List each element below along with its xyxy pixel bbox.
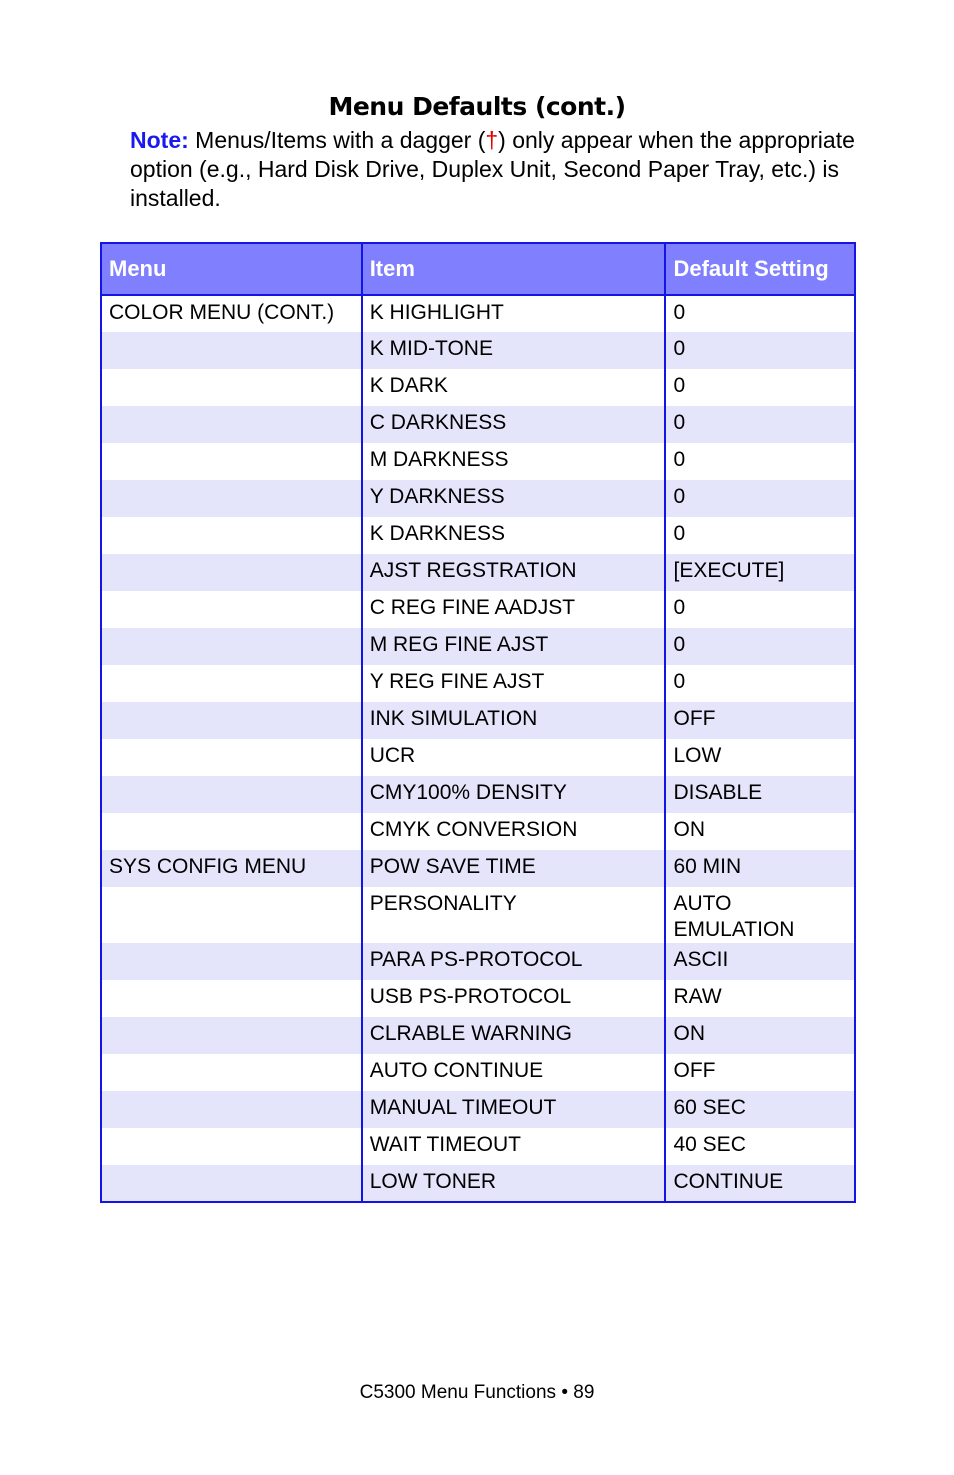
- table-row: [101, 739, 855, 776]
- table-row: [101, 480, 855, 517]
- menu-defaults-table: [100, 242, 856, 1203]
- default-setting-cell: 40 SEC: [665, 1128, 855, 1165]
- menu-cell: [101, 1165, 362, 1202]
- default-setting-cell: 0: [665, 665, 855, 702]
- table-row: [101, 1054, 855, 1091]
- menu-cell: [101, 980, 362, 1017]
- item-cell: K DARKNESS: [362, 517, 666, 554]
- default-setting-cell: 0: [665, 369, 855, 406]
- item-cell: C REG FINE AADJST: [362, 591, 666, 628]
- menu-cell: [101, 1054, 362, 1091]
- note-text-after: ) only appear when the appropriate option (e.g., Hard Disk Drive, Duplex Unit, Second Paper Tray, etc.) is installed.: [130, 127, 855, 211]
- default-setting-cell: 0: [665, 628, 855, 665]
- table-row: [101, 1128, 855, 1165]
- item-cell: CMY100% DENSITY: [362, 776, 666, 813]
- default-setting-cell: 0: [665, 480, 855, 517]
- table-row: [101, 295, 855, 332]
- menu-cell: COLOR MENU (CONT.): [101, 295, 362, 332]
- default-setting-cell: 0: [665, 591, 855, 628]
- default-setting-cell: 60 SEC: [665, 1091, 855, 1128]
- table-row: [101, 369, 855, 406]
- table-row: [101, 554, 855, 591]
- item-cell: M DARKNESS: [362, 443, 666, 480]
- table-row: [101, 517, 855, 554]
- table-row: [101, 665, 855, 702]
- item-cell: PERSONALITY: [362, 887, 666, 943]
- item-cell: C DARKNESS: [362, 406, 666, 443]
- item-cell: Y REG FINE AJST: [362, 665, 666, 702]
- item-cell: CMYK CONVERSION: [362, 813, 666, 850]
- item-cell: Y DARKNESS: [362, 480, 666, 517]
- default-setting-cell: OFF: [665, 1054, 855, 1091]
- menu-cell: [101, 702, 362, 739]
- item-cell: K MID-TONE: [362, 332, 666, 369]
- default-setting-cell: OFF: [665, 702, 855, 739]
- item-cell: AJST REGSTRATION: [362, 554, 666, 591]
- menu-cell: [101, 813, 362, 850]
- item-cell: M REG FINE AJST: [362, 628, 666, 665]
- item-cell: UCR: [362, 739, 666, 776]
- menu-cell: [101, 332, 362, 369]
- table-row: [101, 776, 855, 813]
- menu-cell: [101, 665, 362, 702]
- menu-cell: [101, 628, 362, 665]
- menu-cell: [101, 443, 362, 480]
- dagger-symbol: †: [485, 127, 499, 153]
- menu-cell: [101, 517, 362, 554]
- menu-cell: SYS CONFIG MENU: [101, 850, 362, 887]
- table-row: [101, 1017, 855, 1054]
- table-row: [101, 1165, 855, 1202]
- item-cell: LOW TONER: [362, 1165, 666, 1202]
- default-setting-cell: 0: [665, 332, 855, 369]
- default-setting-cell: ON: [665, 1017, 855, 1054]
- menu-cell: [101, 739, 362, 776]
- default-setting-cell: DISABLE: [665, 776, 855, 813]
- default-setting-cell: ON: [665, 813, 855, 850]
- default-setting-cell: CONTINUE: [665, 1165, 855, 1202]
- default-setting-cell: 60 MIN: [665, 850, 855, 887]
- table-row: [101, 628, 855, 665]
- menu-cell: [101, 887, 362, 943]
- header-item: Item: [362, 243, 666, 295]
- menu-cell: [101, 406, 362, 443]
- menu-cell: [101, 943, 362, 980]
- menu-cell: [101, 1017, 362, 1054]
- table-row: [101, 813, 855, 850]
- table-row: [101, 591, 855, 628]
- menu-cell: [101, 1128, 362, 1165]
- table-row: [101, 443, 855, 480]
- note-label: Note:: [130, 127, 189, 153]
- item-cell: K HIGHLIGHT: [362, 295, 666, 332]
- item-cell: USB PS-PROTOCOL: [362, 980, 666, 1017]
- menu-cell: [101, 1091, 362, 1128]
- note-text-before: Menus/Items with a dagger (: [188, 127, 486, 153]
- table-row: [101, 1091, 855, 1128]
- table-row: [101, 943, 855, 980]
- default-setting-cell: ASCII: [665, 943, 855, 980]
- default-setting-cell: 0: [665, 517, 855, 554]
- default-setting-cell: AUTO EMULATION: [665, 887, 855, 943]
- default-setting-cell: 0: [665, 406, 855, 443]
- header-menu: Menu: [101, 243, 362, 295]
- default-setting-cell: 0: [665, 443, 855, 480]
- item-cell: POW SAVE TIME: [362, 850, 666, 887]
- menu-cell: [101, 591, 362, 628]
- table-row: [101, 850, 855, 887]
- default-setting-cell: [EXECUTE]: [665, 554, 855, 591]
- item-cell: MANUAL TIMEOUT: [362, 1091, 666, 1128]
- table-body: [101, 295, 855, 1202]
- item-cell: AUTO CONTINUE: [362, 1054, 666, 1091]
- table-row: [101, 406, 855, 443]
- menu-cell: [101, 776, 362, 813]
- table-row: [101, 980, 855, 1017]
- page-footer: C5300 Menu Functions • 89: [359, 1382, 595, 1403]
- item-cell: PARA PS-PROTOCOL: [362, 943, 666, 980]
- default-setting-cell: LOW: [665, 739, 855, 776]
- item-cell: WAIT TIMEOUT: [362, 1128, 666, 1165]
- item-cell: INK SIMULATION: [362, 702, 666, 739]
- note-paragraph: [130, 126, 860, 213]
- default-setting-cell: RAW: [665, 980, 855, 1017]
- menu-cell: [101, 554, 362, 591]
- menu-cell: [101, 369, 362, 406]
- item-cell: CLRABLE WARNING: [362, 1017, 666, 1054]
- item-cell: K DARK: [362, 369, 666, 406]
- page-title: Menu Defaults (cont.): [328, 92, 626, 121]
- header-default-setting: Default Setting: [665, 243, 855, 295]
- default-setting-cell: 0: [665, 295, 855, 332]
- table-row: [101, 887, 855, 943]
- menu-cell: [101, 480, 362, 517]
- table-header-row: [101, 243, 855, 295]
- table-row: [101, 702, 855, 739]
- table-row: [101, 332, 855, 369]
